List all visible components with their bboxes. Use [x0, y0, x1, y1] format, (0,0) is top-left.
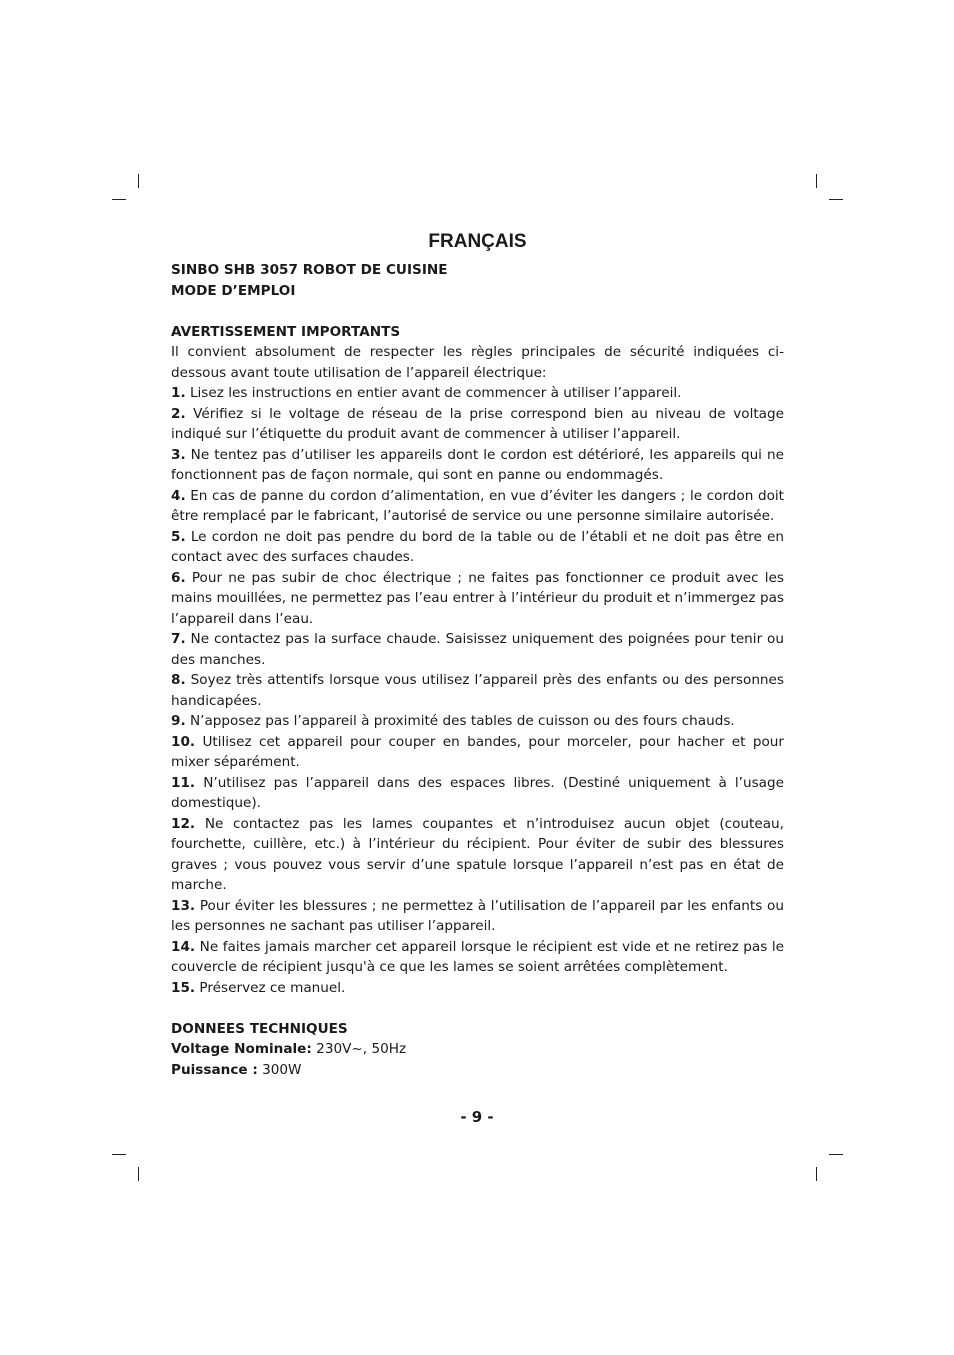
page-number: - 9 -	[460, 1108, 494, 1126]
warning-item-number: 14.	[171, 938, 196, 955]
warning-item	[171, 670, 784, 711]
warning-item-text: N’utilisez pas l’appareil dans des espaces libres. (Destiné uniquement à l’usage domestique).	[171, 774, 784, 811]
manual-title: MODE D’EMPLOI	[171, 282, 296, 299]
warning-item	[171, 527, 784, 568]
warning-item-number: 13.	[171, 897, 196, 914]
warning-item	[171, 629, 784, 670]
spec-power	[171, 1060, 784, 1081]
product-title: SINBO SHB 3057 ROBOT DE CUISINE	[171, 262, 448, 278]
warning-item-number: 1.	[171, 385, 186, 401]
warning-item-text: Ne contactez pas la surface chaude. Saisissez uniquement des poignées pour tenir ou des manches.	[171, 631, 784, 668]
warning-item-text: Utilisez cet appareil pour couper en bandes, pour morceler, pour hacher et pour mixer séparément.	[171, 733, 784, 770]
warning-item-number: 12.	[171, 815, 196, 832]
warning-item	[171, 711, 784, 732]
crop-mark-bottom-right-vertical	[816, 1167, 817, 1181]
warning-item	[171, 404, 784, 445]
warning-item-text: Préservez ce manuel.	[199, 979, 346, 996]
warning-item-text: Soyez très attentifs lorsque vous utilisez l’appareil près des enfants ou des personnes handicapées.	[171, 672, 784, 709]
crop-mark-bottom-left-vertical	[138, 1167, 139, 1181]
warnings-list	[171, 383, 784, 998]
warning-item	[171, 486, 784, 527]
warning-item-text: Le cordon ne doit pas pendre du bord de la table ou de l’établi et ne doit pas être en contact avec des surfaces chaudes.	[171, 528, 784, 565]
warnings-intro: Il convient absolument de respecter les règles principales de sécurité indiquées ci-dessous avant toute utilisation de l’appareil électrique:	[171, 344, 784, 381]
warning-item-text: En cas de panne du cordon d’alimentation, en vue d’éviter les dangers ; le cordon doit être remplacé par le fabricant, l’autorisé de service ou une personne similaire autorisée.	[171, 487, 785, 524]
crop-mark-bottom-left-horizontal	[112, 1154, 126, 1155]
crop-mark-top-left-horizontal	[112, 199, 126, 200]
warning-item-number: 6.	[171, 569, 186, 586]
spec-voltage	[171, 1039, 784, 1060]
warning-item-number: 10.	[171, 733, 196, 750]
language-title: FRANÇAIS	[428, 231, 527, 252]
warning-item-number: 2.	[171, 405, 186, 422]
warning-item	[171, 383, 784, 404]
warning-item	[171, 773, 784, 814]
crop-mark-top-right-horizontal	[829, 199, 843, 200]
crop-mark-top-right-vertical	[816, 174, 817, 188]
crop-mark-top-left-vertical	[138, 174, 139, 188]
warning-item	[171, 814, 784, 896]
crop-mark-bottom-right-horizontal	[829, 1154, 843, 1155]
warning-item-number: 8.	[171, 672, 186, 688]
warning-item-number: 11.	[171, 774, 196, 791]
warning-item-text: Ne contactez pas les lames coupantes et n’introduisez aucun objet (couteau, fourchette, cuillère, etc.) à l’intérieur du récipient. Pour éviter de subir des blessures graves ; vous pouvez vous servir d’une spatule lorsque l’appareil n’est pas en état de marche.	[171, 815, 784, 893]
warning-item-number: 4.	[171, 487, 186, 504]
warning-item	[171, 937, 784, 978]
warning-item-number: 15.	[171, 979, 196, 996]
warning-item-number: 3.	[171, 446, 186, 463]
warning-item-text: Ne tentez pas d’utiliser les appareils dont le cordon est détérioré, les appareils qui ne fonctionnent pas de façon normale, qui sont en panne ou endommagés.	[171, 446, 784, 483]
manual-content	[171, 260, 784, 1080]
spec-voltage-value: 230V~, 50Hz	[311, 1041, 407, 1057]
warning-item	[171, 568, 784, 630]
warning-item-text: N’apposez pas l’appareil à proximité des tables de cuisson ou des fours chauds.	[189, 713, 735, 729]
warning-item-number: 9.	[171, 713, 186, 729]
spec-power-value: 300W	[257, 1061, 302, 1078]
warning-item	[171, 445, 784, 486]
warning-item	[171, 978, 784, 999]
specs-heading: DONNEES TECHNIQUES	[171, 1020, 348, 1037]
warning-item-text: Ne faites jamais marcher cet appareil lorsque le récipient est vide et ne retirez pas le couvercle de récipient jusqu'à ce que les lames se soient arrêtées complètement.	[171, 938, 785, 975]
warning-item-number: 7.	[171, 631, 186, 647]
warning-item	[171, 896, 784, 937]
warning-item-text: Pour éviter les blessures ; ne permettez à l’utilisation de l’appareil par les enfants ou les personnes ne sachant pas utiliser l’appareil.	[171, 897, 784, 934]
warning-item-text: Vérifiez si le voltage de réseau de la prise correspond bien au niveau de voltage indiqué sur l’étiquette du produit avant de commencer à utiliser l’appareil.	[171, 405, 784, 442]
warning-item	[171, 732, 784, 773]
warning-item-number: 5.	[171, 528, 186, 545]
spec-power-label: Puissance :	[171, 1061, 258, 1078]
warning-item-text: Pour ne pas subir de choc électrique ; ne faites pas fonctionner ce produit avec les mains mouillées, ne permettez pas l’eau entrer à l’intérieur du produit et n’immergez pas l’appareil dans l’eau.	[171, 569, 785, 627]
warning-item-text: Lisez les instructions en entier avant de commencer à utiliser l’appareil.	[189, 385, 682, 401]
warnings-heading: AVERTISSEMENT IMPORTANTS	[171, 323, 401, 340]
spec-voltage-label: Voltage Nominale:	[171, 1041, 312, 1057]
